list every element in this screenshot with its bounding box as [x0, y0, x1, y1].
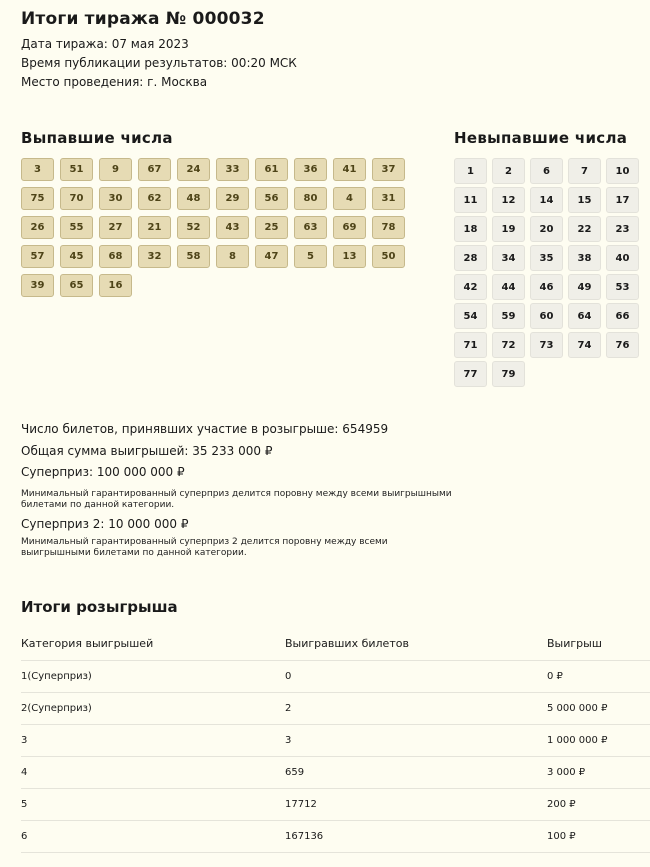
undrawn-ball: 28 — [454, 245, 487, 271]
drawn-ball: 25 — [255, 216, 288, 239]
undrawn-ball: 74 — [568, 332, 601, 358]
tickets-line — [21, 422, 388, 436]
results-table — [21, 628, 650, 853]
undrawn-ball: 46 — [530, 274, 563, 300]
winners-cell: 17712 — [285, 788, 547, 820]
drawn-ball: 56 — [255, 187, 288, 210]
location-value: г. Москва — [147, 75, 208, 89]
drawn-ball: 36 — [294, 158, 327, 181]
undrawn-ball: 23 — [606, 216, 639, 242]
undrawn-ball: 66 — [606, 303, 639, 329]
category-cell: 1(Суперприз) — [21, 660, 285, 692]
drawn-ball: 67 — [138, 158, 171, 181]
category-cell: 3 — [21, 724, 285, 756]
undrawn-ball: 35 — [530, 245, 563, 271]
table-row — [21, 820, 650, 852]
drawn-ball: 37 — [372, 158, 405, 181]
drawn-ball: 16 — [99, 274, 132, 297]
prize-cell: 0 ₽ — [547, 660, 650, 692]
drawn-ball: 75 — [21, 187, 54, 210]
drawn-ball: 31 — [372, 187, 405, 210]
undrawn-ball: 59 — [492, 303, 525, 329]
drawn-numbers-grid — [21, 158, 405, 297]
undrawn-ball: 38 — [568, 245, 601, 271]
winners-cell: 659 — [285, 756, 547, 788]
drawn-ball: 69 — [333, 216, 366, 239]
publish-time-label: Время публикации результатов: — [21, 56, 228, 70]
undrawn-ball: 20 — [530, 216, 563, 242]
undrawn-numbers-grid — [454, 158, 639, 387]
tickets-label: Число билетов, принявших участие в розыгрыше: — [21, 422, 339, 436]
undrawn-numbers-heading: Невыпавшие числа — [454, 129, 628, 147]
drawn-ball: 65 — [60, 274, 93, 297]
undrawn-ball: 71 — [454, 332, 487, 358]
undrawn-ball: 54 — [454, 303, 487, 329]
drawn-ball: 13 — [333, 245, 366, 268]
drawn-ball: 78 — [372, 216, 405, 239]
drawn-ball: 43 — [216, 216, 249, 239]
undrawn-ball: 79 — [492, 361, 525, 387]
category-cell: 4 — [21, 756, 285, 788]
drawn-ball: 3 — [21, 158, 54, 181]
total-value: 35 233 000 ₽ — [192, 444, 273, 458]
drawn-ball: 62 — [138, 187, 171, 210]
drawn-ball: 80 — [294, 187, 327, 210]
undrawn-ball: 1 — [454, 158, 487, 184]
drawn-ball: 5 — [294, 245, 327, 268]
drawn-ball: 63 — [294, 216, 327, 239]
prize-cell: 1 000 000 ₽ — [547, 724, 650, 756]
drawn-ball: 26 — [21, 216, 54, 239]
results-header-row — [21, 628, 650, 660]
publish-time-value: 00:20 МСК — [231, 56, 297, 70]
superprize2-note: Минимальный гарантированный суперприз 2 делится поровну между всеми выигрышными билетами по данной категории. — [21, 537, 388, 558]
drawn-ball: 24 — [177, 158, 210, 181]
superprize2-line — [21, 517, 188, 531]
drawn-ball: 70 — [60, 187, 93, 210]
total-line — [21, 444, 272, 458]
drawn-ball: 41 — [333, 158, 366, 181]
prize-cell: 3 000 ₽ — [547, 756, 650, 788]
column-header-category: Категория выигрышей — [21, 628, 285, 660]
undrawn-ball: 2 — [492, 158, 525, 184]
drawn-ball: 27 — [99, 216, 132, 239]
undrawn-ball: 7 — [568, 158, 601, 184]
tickets-value: 654959 — [342, 422, 389, 436]
drawn-ball: 52 — [177, 216, 210, 239]
undrawn-ball: 12 — [492, 187, 525, 213]
drawn-ball: 61 — [255, 158, 288, 181]
winners-cell: 167136 — [285, 820, 547, 852]
results-heading: Итоги розыгрыша — [21, 598, 178, 616]
undrawn-ball: 40 — [606, 245, 639, 271]
drawn-ball: 51 — [60, 158, 93, 181]
drawn-ball: 4 — [333, 187, 366, 210]
drawn-ball: 58 — [177, 245, 210, 268]
category-cell: 6 — [21, 820, 285, 852]
superprize-value: 100 000 000 ₽ — [96, 465, 185, 479]
undrawn-ball: 77 — [454, 361, 487, 387]
drawn-ball: 50 — [372, 245, 405, 268]
location-line — [21, 75, 207, 89]
superprize2-label: Суперприз 2: — [21, 517, 105, 531]
undrawn-ball: 14 — [530, 187, 563, 213]
table-row — [21, 756, 650, 788]
undrawn-ball: 49 — [568, 274, 601, 300]
undrawn-ball: 76 — [606, 332, 639, 358]
superprize2-value: 10 000 000 ₽ — [108, 517, 189, 531]
undrawn-ball: 34 — [492, 245, 525, 271]
drawn-ball: 9 — [99, 158, 132, 181]
prize-cell: 200 ₽ — [547, 788, 650, 820]
drawn-ball: 21 — [138, 216, 171, 239]
undrawn-ball: 22 — [568, 216, 601, 242]
winners-cell: 0 — [285, 660, 547, 692]
drawn-ball: 57 — [21, 245, 54, 268]
drawn-ball: 68 — [99, 245, 132, 268]
page-title: Итоги тиража № 000032 — [21, 9, 265, 29]
table-row — [21, 692, 650, 724]
draw-date-value: 07 мая 2023 — [111, 37, 189, 51]
drawn-ball: 33 — [216, 158, 249, 181]
undrawn-ball: 6 — [530, 158, 563, 184]
table-row — [21, 788, 650, 820]
drawn-ball: 32 — [138, 245, 171, 268]
undrawn-ball: 73 — [530, 332, 563, 358]
publish-time-line — [21, 56, 297, 70]
drawn-ball: 8 — [216, 245, 249, 268]
undrawn-ball: 72 — [492, 332, 525, 358]
drawn-numbers-heading: Выпавшие числа — [21, 129, 173, 147]
location-label: Место проведения: — [21, 75, 144, 89]
category-cell: 5 — [21, 788, 285, 820]
drawn-ball: 30 — [99, 187, 132, 210]
draw-date-label: Дата тиража: — [21, 37, 108, 51]
drawn-ball: 55 — [60, 216, 93, 239]
superprize-label: Суперприз: — [21, 465, 94, 479]
prize-cell: 5 000 000 ₽ — [547, 692, 650, 724]
undrawn-ball: 11 — [454, 187, 487, 213]
undrawn-ball: 17 — [606, 187, 639, 213]
table-row — [21, 724, 650, 756]
undrawn-ball: 15 — [568, 187, 601, 213]
drawn-ball: 29 — [216, 187, 249, 210]
column-header-prize: Выигрыш — [547, 628, 650, 660]
drawn-ball: 48 — [177, 187, 210, 210]
undrawn-ball: 53 — [606, 274, 639, 300]
undrawn-ball: 44 — [492, 274, 525, 300]
prize-cell: 100 ₽ — [547, 820, 650, 852]
category-cell: 2(Суперприз) — [21, 692, 285, 724]
undrawn-ball: 10 — [606, 158, 639, 184]
drawn-ball: 45 — [60, 245, 93, 268]
undrawn-ball: 42 — [454, 274, 487, 300]
draw-date-line — [21, 37, 189, 51]
undrawn-ball: 64 — [568, 303, 601, 329]
superprize-line — [21, 465, 185, 479]
superprize-note: Минимальный гарантированный суперприз делится поровну между всеми выигрышными билетами по данной категории. — [21, 489, 452, 510]
undrawn-ball: 18 — [454, 216, 487, 242]
drawn-ball: 47 — [255, 245, 288, 268]
table-row — [21, 660, 650, 692]
winners-cell: 2 — [285, 692, 547, 724]
undrawn-ball: 60 — [530, 303, 563, 329]
column-header-winners: Выигравших билетов — [285, 628, 547, 660]
drawn-ball: 39 — [21, 274, 54, 297]
winners-cell: 3 — [285, 724, 547, 756]
total-label: Общая сумма выигрышей: — [21, 444, 189, 458]
undrawn-ball: 19 — [492, 216, 525, 242]
